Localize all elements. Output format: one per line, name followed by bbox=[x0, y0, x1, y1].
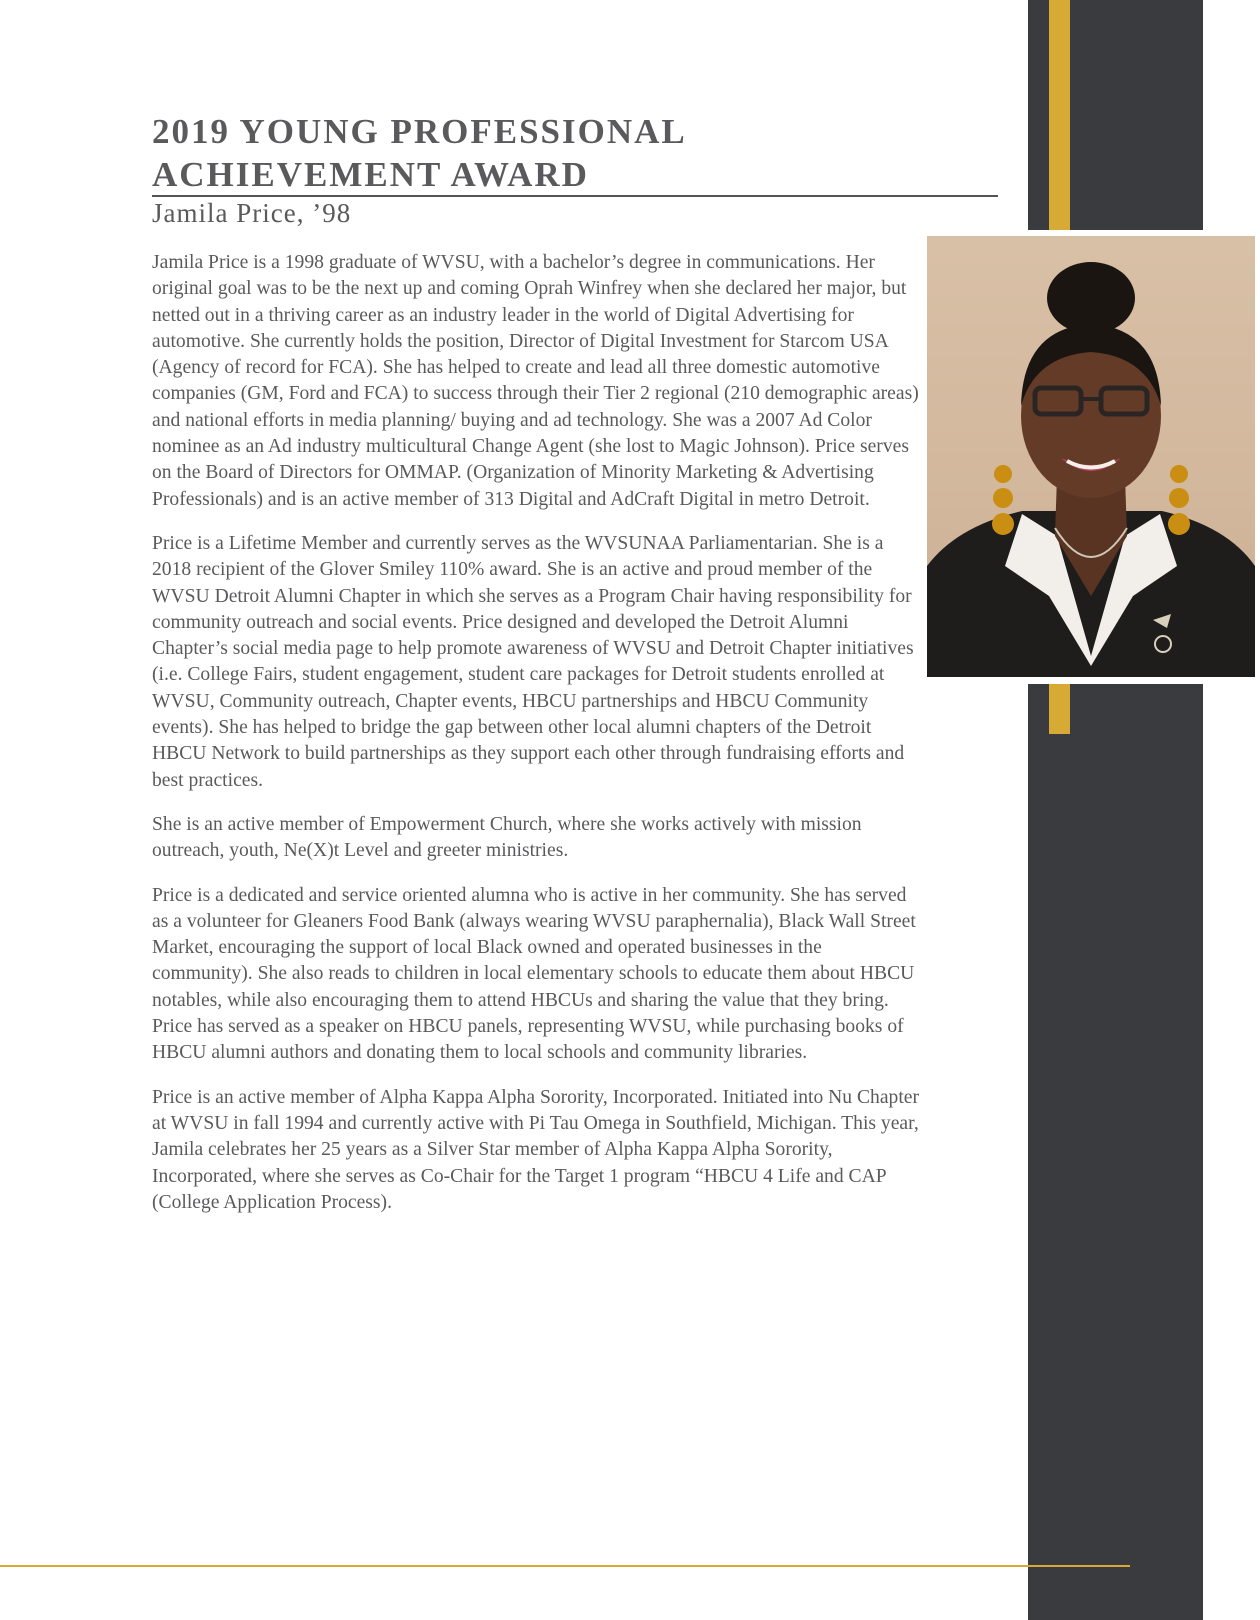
bio-paragraph-5: Price is an active member of Alpha Kappa Alpha Sorority, Incorporated. Initiated into Nu Chapter at WVSU in fall 1994 and currently active with Pi Tau Omega in Southfield, Michigan. This year, Jamila celebrates her 25 years as a Silver Star member of Alpha Kappa Alpha Sorority, Incorporated, where she serves as Co-Chair for the Target 1 program “HBCU 4 Life and CAP (College Application Process). bbox=[152, 1086, 920, 1213]
bio-paragraph-2: Price is a Lifetime Member and currently serves as the WVSUNAA Parliamentarian. She is a 2018 recipient of the Glover Smiley 110% award. She is an active and proud member of the WVSU Detroit Alumni Chapter in which she serves as a Program Chair having responsibility for community outreach and social events. Price designed and developed the Detroit Alumni Chapter’s social media page to help promote awareness of WVSU and Detroit Chapter initiatives (i.e. College Fairs, student engagement, student care packages for Detroit students enrolled at WVSU, Community outreach, Chapter events, HBCU partnerships and HBCU Community events). She has helped to bridge the gap between other local alumni chapters of the Detroit HBCU Network to build partnerships as they support each other through fundraising efforts and best practices. bbox=[152, 532, 914, 791]
bio-paragraph-3: She is an active member of Empowerment Church, where she works actively with mission outreach, youth, Ne(X)t Level and greeter ministries. bbox=[152, 813, 862, 862]
gold-stripe-middle bbox=[1049, 684, 1070, 734]
portrait-photo-icon bbox=[927, 236, 1255, 677]
bottom-gold-rule bbox=[0, 1565, 1130, 1567]
award-title-line-2: ACHIEVEMENT AWARD bbox=[152, 155, 589, 194]
honoree-name: Jamila Price, ’98 bbox=[152, 198, 352, 228]
biography bbox=[152, 250, 922, 1234]
sidebar-bar-bottom bbox=[1028, 684, 1203, 1620]
award-title bbox=[152, 110, 992, 196]
bio-paragraph-1: Jamila Price is a 1998 graduate of WVSU, with a bachelor’s degree in communications. Her original goal was to be the next up and coming Oprah Winfrey when she declared her major, but netted out in a thriving career as an industry leader in the world of Digital Advertising for automotive. She currently holds the position, Director of Digital Investment for Starcom USA (Agency of record for FCA). She has helped to create and lead all three domestic automotive companies (GM, Ford and FCA) to success through their Tier 2 regional (210 demographic areas) and national efforts in media planning/ buying and ad technology. She was a 2007 Ad Color nominee as an Ad industry multicultural Change Agent (she lost to Magic Johnson). Price serves on the Board of Directors for OMMAP. (Organization of Minority Marketing & Advertising Professionals) and is an active member of 313 Digital and AdCraft Digital in metro Detroit. bbox=[152, 252, 919, 510]
award-title-line-1: 2019 YOUNG PROFESSIONAL bbox=[152, 112, 687, 151]
gold-stripe-top bbox=[1049, 0, 1070, 230]
bio-paragraph-4: Price is a dedicated and service oriented alumna who is active in her community. She has served as a volunteer for Gleaners Food Bank (always wearing WVSU paraphernalia), Black Wall Street Market, encouraging the support of local Black owned and operated businesses in the community). She also reads to children in local elementary schools to educate them about HBCU notables, while also encouraging them to attend HBCUs and sharing the value that they bring. Price has served as a speaker on HBCU panels, representing WVSU, while purchasing books of HBCU alumni authors and donating them to local schools and community libraries. bbox=[152, 884, 916, 1064]
